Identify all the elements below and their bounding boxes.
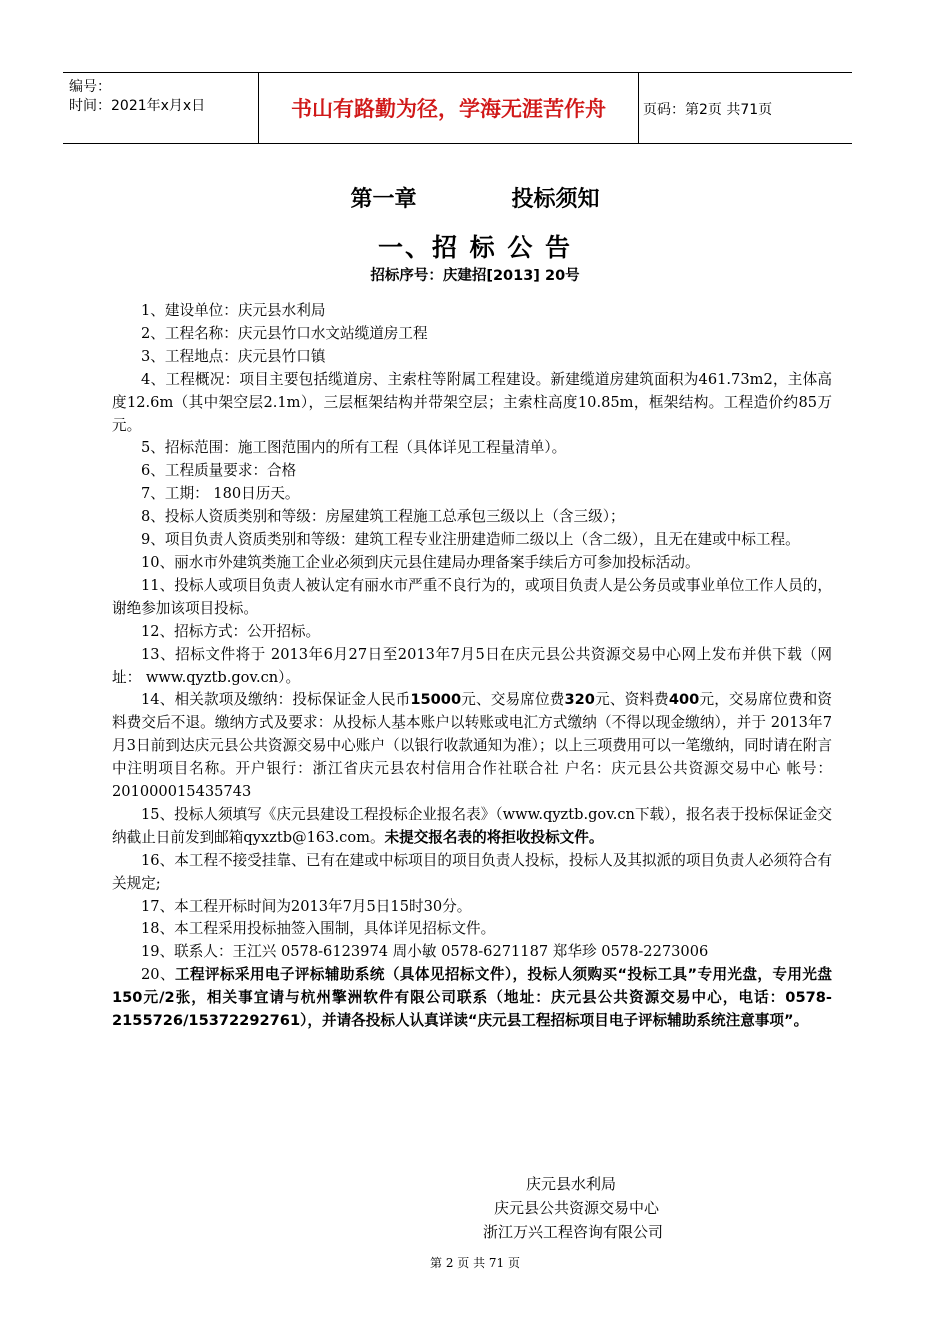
item-1: 1、建设单位：庆元县水利局 — [141, 302, 326, 319]
item-14: 14、相关款项及缴纳：投标保证金人民币15000元、交易席位费320元、资料费400元，交易席位费和资料费交后不退。缴纳方式及要求：从投标人基本账户以转账或电汇方式缴纳（不得以现金缴纳），并于 2013年7月3日前到达庆元县公共资源交易中心账户（以银行收款通知为准）；以上三项费用可以一笔缴纳，同时请在附言中注明项目名称。开户银行：浙江省庆元县农村信用合作社联合社 户名：庆元县公共资源交易中心 帐号：201000015435743 — [112, 691, 832, 801]
signatory-1: 庆元县水利局 — [526, 1175, 617, 1193]
deposit-amount: 15000 — [410, 691, 462, 709]
item-18: 18、本工程采用投标抽签入围制，具体详见招标文件。 — [141, 920, 496, 938]
time-label: 时间：2021年x月x日 — [69, 98, 206, 114]
item-6: 6、工程质量要求：合格 — [141, 462, 297, 480]
signatory-2: 庆元县公共资源交易中心 — [494, 1199, 660, 1217]
notice-body — [112, 300, 832, 1033]
item-3: 3、工程地点：庆元县竹口镇 — [141, 347, 326, 365]
item-5: 5、招标范围：施工图范围内的所有工程（具体详见工程量清单）。 — [141, 439, 567, 457]
item-20: 20、工程评标采用电子评标辅助系统（具体见招标文件），投标人须购买“投标工具”专用光盘，专用光盘150元/2张，相关事宜请与杭州擎洲软件有限公司联系（地址：庆元县公共资源交易中心，电话：0578-2155726/15372292761），并请各投标人认真详读“庆元县工程招标项目电子评标辅助系统注意事项”。 — [112, 966, 832, 1030]
item-2: 2、工程名称：庆元县竹口水文站缆道房工程 — [141, 324, 428, 342]
page-label: 页码：第2页 共71页 — [643, 102, 773, 118]
seat-fee: 320 — [564, 691, 595, 709]
number-label: 编号： — [69, 79, 111, 95]
item-15-warning: 未提交报名表的将拒收投标文件。 — [384, 828, 604, 846]
motto: 书山有路勤为径，学海无涯苦作舟 — [258, 73, 639, 143]
item-9: 9、项目负责人资质类别和等级：建筑工程专业注册建造师二级以上（含二级），且无在建或中标工程。 — [141, 531, 800, 549]
document-fee: 400 — [668, 691, 700, 709]
item-11: 11、投标人或项目负责人被认定有丽水市严重不良行为的，或项目负责人是公务员或事业单位工作人员的，谢绝参加该项目投标。 — [112, 576, 832, 617]
item-20-bold: 工程评标采用电子评标辅助系统（具体见招标文件），投标人须购买“投标工具”专用光盘，专用光盘150元/2张，相关事宜请与杭州擎洲软件有限公司联系（地址：庆元县公共资源交易中心，电话：0578-2155726/15372292761），并请各投标人认真详读“庆元县工程招标项目电子评标辅助系统注意事项”。 — [112, 966, 832, 1030]
page-footer: 第 2 页 共 71 页 — [430, 1256, 520, 1270]
tender-sequence: 招标序号：庆建招[2013] 20号 — [370, 268, 580, 284]
item-8: 8、投标人资质类别和等级：房屋建筑工程施工总承包三级以上（含三级）； — [141, 508, 625, 526]
item-16: 16、本工程不接受挂靠、已有在建或中标项目的项目负责人投标，投标人及其拟派的项目负责人必须符合有关规定; — [112, 851, 832, 892]
header-meta — [63, 73, 258, 143]
item-15: 15、投标人须填写《庆元县建设工程投标企业报名表》（www.qyztb.gov.cn下载），报名表于投标保证金交纳截止日前发到邮箱qyxztb@163.com。未提交报名表的将拒收投标文件。 — [112, 805, 832, 846]
item-17: 17、本工程开标时间为2013年7月5日15时30分。 — [141, 897, 472, 915]
item-7: 7、工期： 180日历天。 — [141, 485, 300, 503]
page-title: 一、招 标 公 告 — [377, 233, 573, 262]
chapter-number: 第一章 — [350, 187, 417, 212]
item-10: 10、丽水市外建筑类施工企业必须到庆元县住建局办理备案手续后方可参加投标活动。 — [141, 553, 700, 571]
item-4: 4、工程概况：项目主要包括缆道房、主索柱等附属工程建设。新建缆道房建筑面积为461.73m2，主体高度12.6m（其中架空层2.1m），三层框架结构并带架空层；主索柱高度10.85m，框架结构。工程造价约85万元。 — [112, 370, 832, 434]
header-table — [63, 72, 852, 144]
item-13: 13、招标文件将于 2013年6月27日至2013年7月5日在庆元县公共资源交易中心网上发布并供下载（网址： www.qyztb.gov.cn）。 — [112, 645, 832, 686]
item-19: 19、联系人：王江兴 0578-6123974 周小敏 0578-6271187 郑华珍 0578-2273006 — [141, 943, 709, 961]
chapter-title: 投标须知 — [511, 187, 600, 212]
item-12: 12、招标方式：公开招标。 — [141, 622, 321, 640]
signatory-3: 浙江万兴工程咨询有限公司 — [483, 1223, 664, 1241]
chapter-heading — [0, 182, 950, 213]
